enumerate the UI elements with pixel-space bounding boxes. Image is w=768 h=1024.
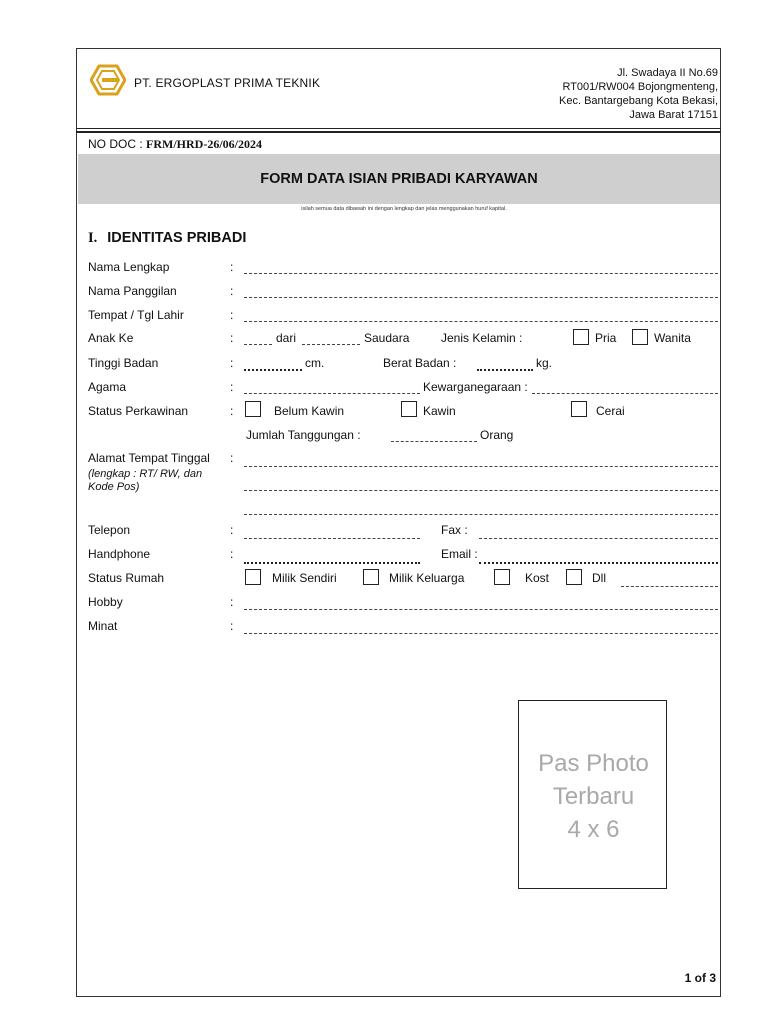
label-kawin: Kawin	[423, 404, 456, 418]
label-tempat-tgl-lahir: Tempat / Tgl Lahir	[88, 308, 184, 322]
nama-lengkap-field[interactable]	[244, 273, 718, 274]
address-line: RT001/RW004 Bojongmenteng,	[562, 81, 718, 93]
belum-kawin-checkbox[interactable]	[245, 401, 261, 417]
photo-placeholder	[519, 747, 668, 846]
doc-number-label: NO DOC :	[88, 137, 143, 151]
section-heading	[88, 230, 246, 247]
address-line: Kec. Bantargebang Kota Bekasi,	[559, 95, 718, 107]
form-title: FORM DATA ISIAN PRIBADI KARYAWAN	[260, 171, 538, 187]
label-berat-badan: Berat Badan :	[383, 356, 457, 370]
address-line: Jl. Swadaya II No.69	[617, 67, 718, 79]
colon: :	[230, 331, 234, 345]
section-number: I.	[88, 230, 98, 246]
label-hobby: Hobby	[88, 595, 123, 609]
alamat-field-line-3[interactable]	[244, 514, 718, 515]
label-minat: Minat	[88, 619, 118, 633]
nama-panggilan-field[interactable]	[244, 297, 718, 298]
alamat-field-line-1[interactable]	[244, 466, 718, 467]
label-jumlah-tanggungan: Jumlah Tanggungan :	[246, 428, 361, 442]
jumlah-tanggungan-field[interactable]	[391, 441, 477, 442]
handphone-field[interactable]	[244, 562, 420, 564]
photo-placeholder-line: 4 x 6	[567, 816, 620, 843]
title-banner	[78, 154, 720, 204]
minat-field[interactable]	[244, 633, 718, 634]
label-kewarganegaraan: Kewarganegaraan :	[423, 380, 528, 394]
colon: :	[230, 523, 234, 537]
milik-sendiri-checkbox[interactable]	[245, 569, 261, 585]
doc-number-value: FRM/HRD-26/06/2024	[146, 137, 263, 151]
colon: :	[230, 595, 234, 609]
photo-placeholder-line: Terbaru	[552, 783, 635, 810]
header-rule-thick	[76, 131, 721, 133]
kewarganegaraan-field[interactable]	[532, 393, 718, 394]
label-alamat: Alamat Tempat Tinggal	[88, 451, 210, 465]
fax-field[interactable]	[479, 538, 718, 539]
pria-checkbox[interactable]	[573, 329, 589, 345]
colon: :	[230, 284, 234, 298]
colon: :	[230, 619, 234, 633]
alamat-hint-line: (lengkap : RT/ RW, dan	[88, 468, 203, 480]
colon: :	[230, 356, 234, 370]
alamat-hint	[88, 468, 202, 494]
address-line: Jawa Barat 17151	[629, 109, 718, 121]
header-rule	[76, 128, 721, 129]
hobby-field[interactable]	[244, 609, 718, 610]
dll-checkbox[interactable]	[566, 569, 582, 585]
label-agama: Agama	[88, 380, 127, 394]
label-milik-keluarga: Milik Keluarga	[389, 571, 465, 585]
milik-keluarga-checkbox[interactable]	[363, 569, 379, 585]
colon: :	[230, 547, 234, 561]
label-pria: Pria	[595, 331, 617, 345]
alamat-field-line-2[interactable]	[244, 490, 718, 491]
label-dari: dari	[276, 331, 297, 345]
company-logo-icon	[90, 64, 126, 96]
label-telepon: Telepon	[88, 523, 131, 537]
section-title: IDENTITAS PRIBADI	[107, 230, 247, 246]
label-milik-sendiri: Milik Sendiri	[272, 571, 337, 585]
label-email: Email :	[441, 547, 478, 561]
agama-field[interactable]	[244, 393, 420, 394]
label-orang: Orang	[480, 428, 514, 442]
label-cm: cm.	[305, 356, 325, 370]
photo-placeholder-line: Pas Photo	[538, 750, 649, 777]
berat-badan-field[interactable]	[477, 369, 533, 371]
photo-box[interactable]	[518, 700, 667, 889]
label-nama-panggilan: Nama Panggilan	[88, 284, 177, 298]
label-wanita: Wanita	[654, 331, 691, 345]
doc-number	[88, 137, 262, 152]
company-address	[498, 66, 718, 122]
colon: :	[230, 404, 234, 418]
colon: :	[230, 380, 234, 394]
label-cerai: Cerai	[596, 404, 625, 418]
colon: :	[230, 260, 234, 274]
label-saudara: Saudara	[364, 331, 410, 345]
label-fax: Fax :	[441, 523, 468, 537]
tempat-tgl-lahir-field[interactable]	[244, 321, 718, 322]
tinggi-badan-field[interactable]	[244, 369, 302, 371]
cerai-checkbox[interactable]	[571, 401, 587, 417]
wanita-checkbox[interactable]	[632, 329, 648, 345]
kost-checkbox[interactable]	[494, 569, 510, 585]
alamat-hint-line: Kode Pos)	[88, 481, 140, 493]
kawin-checkbox[interactable]	[401, 401, 417, 417]
label-dll: Dll	[592, 571, 606, 585]
label-jenis-kelamin: Jenis Kelamin :	[441, 331, 523, 345]
colon: :	[230, 308, 234, 322]
label-kost: Kost	[525, 571, 550, 585]
page-number: 1 of 3	[684, 971, 716, 985]
telepon-field[interactable]	[244, 538, 420, 539]
anak-ke-field[interactable]	[244, 344, 272, 345]
label-belum-kawin: Belum Kawin	[274, 404, 345, 418]
label-nama-lengkap: Nama Lengkap	[88, 260, 170, 274]
label-status-rumah: Status Rumah	[88, 571, 165, 585]
email-field[interactable]	[479, 562, 718, 564]
label-kg: kg.	[536, 356, 553, 370]
form-instruction: isilah semua data dibawah ini dengan lengkap dan jelas menggunakan huruf kapital.	[301, 206, 507, 212]
label-status-perkawinan: Status Perkawinan	[88, 404, 189, 418]
company-name: PT. ERGOPLAST PRIMA TEKNIK	[134, 76, 321, 90]
colon: :	[230, 451, 234, 465]
jumlah-saudara-field[interactable]	[302, 344, 360, 345]
label-anak-ke: Anak Ke	[88, 331, 134, 345]
label-handphone: Handphone	[88, 547, 151, 561]
dll-field[interactable]	[621, 586, 718, 587]
label-tinggi-badan: Tinggi Badan	[88, 356, 159, 370]
